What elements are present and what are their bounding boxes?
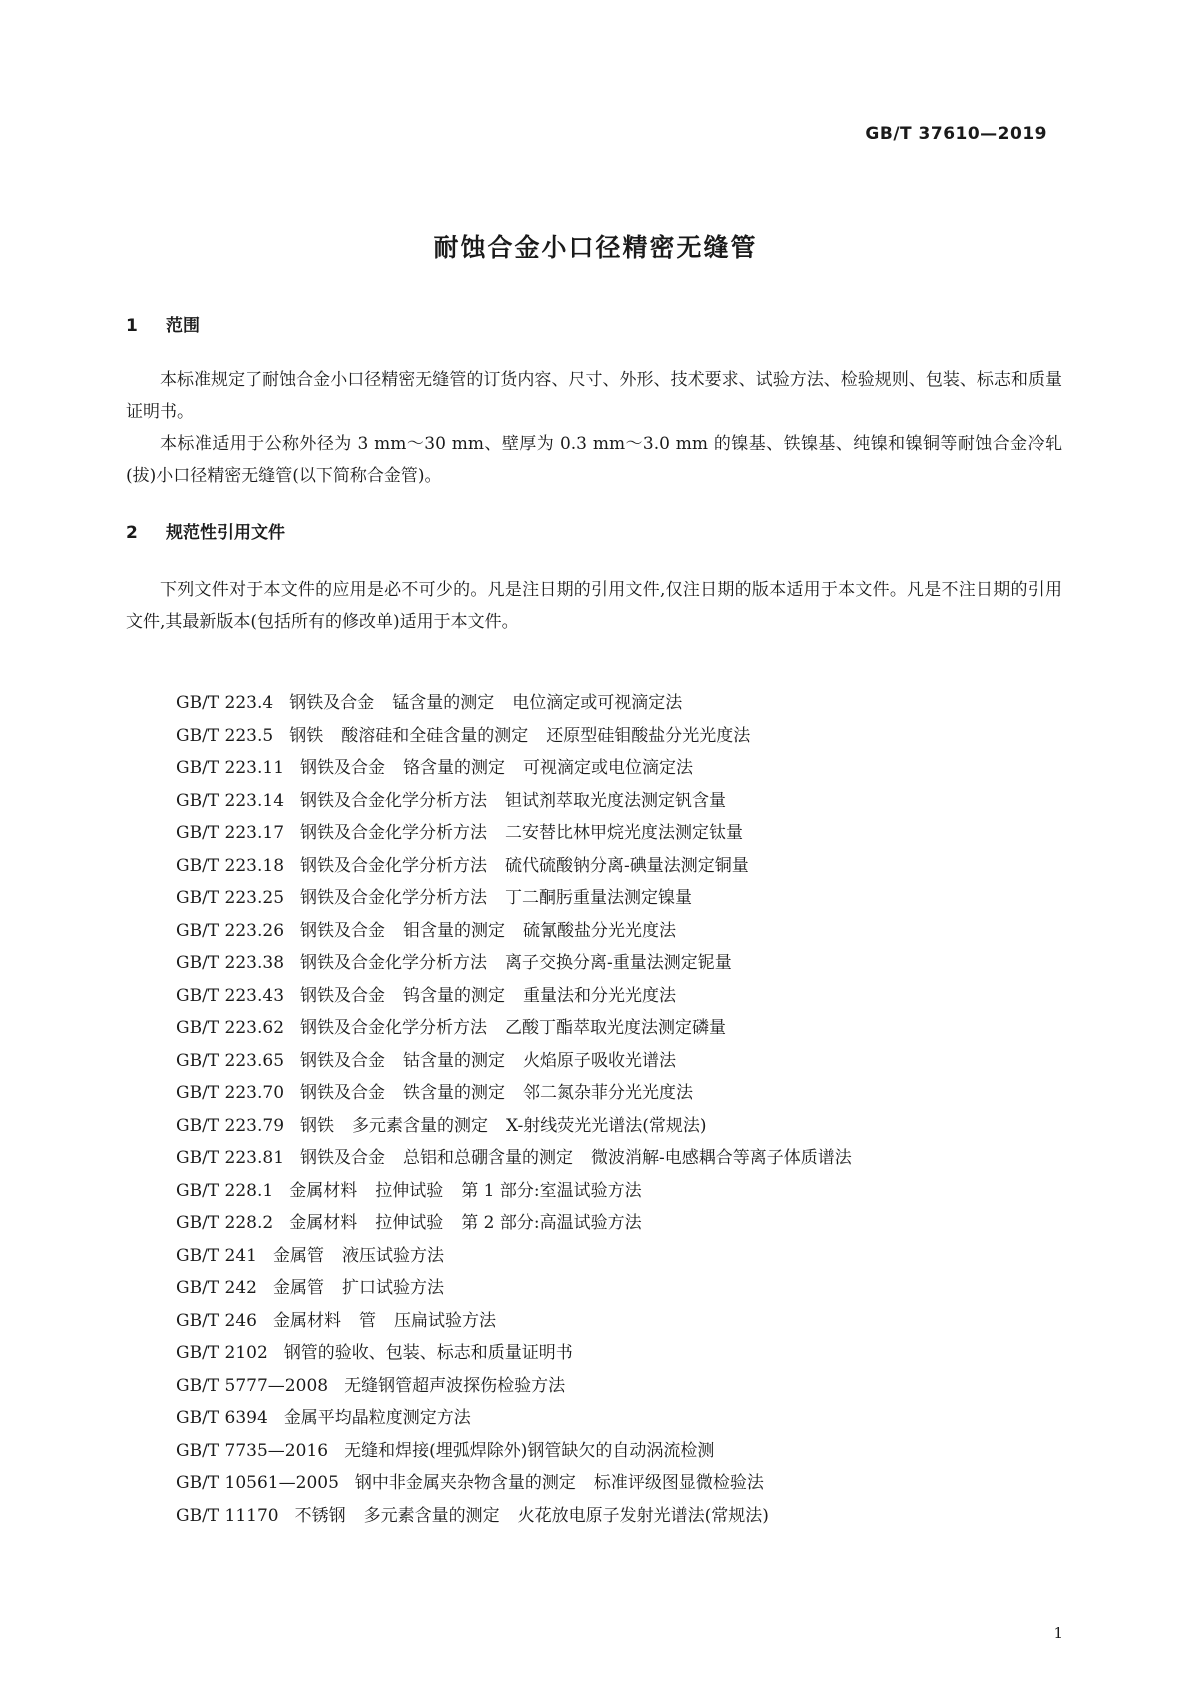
reference-item (176, 1337, 870, 1370)
reference-item (176, 1500, 870, 1533)
reference-item (176, 850, 870, 883)
reference-title-part: 金属管 (273, 1245, 324, 1266)
reference-item (176, 1142, 870, 1175)
reference-list (176, 687, 870, 1532)
reference-code: GB/T 241 (176, 1245, 257, 1266)
references-intro: 下列文件对于本文件的应用是必不可少的。凡是注日期的引用文件,仅注日期的版本适用于本文件。凡是不注日期的引用文件,其最新版本(包括所有的修改单)适用于本文件。 (126, 580, 1062, 632)
reference-title-part: 金属材料 (289, 1180, 358, 1201)
reference-title-part: 总铝和总硼含量的测定 (403, 1148, 574, 1168)
reference-item (176, 947, 870, 980)
reference-item (176, 687, 870, 720)
reference-title-part: 拉伸试验 (375, 1213, 444, 1233)
reference-title-part: 二安替比林甲烷光度法测定钛量 (505, 823, 744, 843)
document-title: 耐蚀合金小口径精密无缝管 (433, 233, 758, 262)
section-2-title: 规范性引用文件 (166, 523, 285, 543)
reference-item (176, 1402, 870, 1435)
reference-code: GB/T 223.81 (176, 1148, 285, 1168)
reference-item (176, 785, 870, 818)
reference-code: GB/T 223.26 (176, 920, 285, 941)
section-1-title: 范围 (166, 316, 200, 336)
reference-title-part: 压扁试验方法 (394, 1310, 496, 1331)
reference-code: GB/T 10561—2005 (176, 1473, 339, 1493)
reference-title-part: 微波消解-电感耦合等离子体质谱法 (591, 1148, 852, 1168)
reference-title-part: 铬含量的测定 (403, 758, 506, 778)
reference-title-part: 火焰原子吸收光谱法 (523, 1050, 677, 1071)
reference-code: GB/T 223.11 (176, 758, 285, 778)
reference-title-part: 丁二酮肟重量法测定镍量 (505, 888, 693, 908)
reference-item (176, 980, 870, 1013)
reference-title-part: 第 2 部分:高温试验方法 (461, 1213, 642, 1233)
reference-title-part: 乙酸丁酯萃取光度法测定磷量 (505, 1018, 727, 1038)
reference-item (176, 1012, 870, 1045)
reference-code: GB/T 228.2 (176, 1213, 274, 1233)
reference-title-part: 钢铁及合金化学分析方法 (300, 855, 488, 876)
reference-code: GB/T 6394 (176, 1408, 268, 1428)
reference-title-part: 钢铁及合金 (300, 1083, 386, 1103)
reference-code: GB/T 242 (176, 1278, 257, 1298)
reference-item (176, 1045, 870, 1078)
section-2-number: 2 (126, 523, 138, 543)
reference-title-part: 火花放电原子发射光谱法(常规法) (517, 1505, 769, 1526)
reference-title-part: 钢铁及合金 (300, 985, 386, 1006)
scope-paragraph-2: 本标准适用于公称外径为 3 mm～30 mm、壁厚为 0.3 mm～3.0 mm 的镍基、铁镍基、纯镍和镍铜等耐蚀合金冷轧(拔)小口径精密无缝管(以下简称合金管)。 (126, 434, 1062, 486)
reference-title-part: 钨含量的测定 (403, 985, 506, 1006)
reference-title-part: 液压试验方法 (342, 1245, 444, 1266)
reference-title-part: 邻二氮杂菲分光光度法 (523, 1083, 694, 1103)
reference-code: GB/T 223.18 (176, 855, 285, 876)
reference-title-part: 锰含量的测定 (392, 693, 495, 713)
reference-title-part: 钢铁及合金化学分析方法 (300, 790, 488, 811)
reference-item (176, 915, 870, 948)
reference-title-part: 金属平均晶粒度测定方法 (283, 1408, 471, 1428)
reference-title-part: 多元素含量的测定 (352, 1115, 489, 1136)
reference-title-part: 酸溶硅和全硅含量的测定 (341, 725, 529, 746)
reference-item (176, 1435, 870, 1468)
reference-code: GB/T 223.25 (176, 888, 285, 908)
reference-title-part: 钢铁 (300, 1115, 335, 1136)
reference-title-part: 钢铁及合金化学分析方法 (300, 953, 488, 973)
reference-title-part: 硫代硫酸钠分离-碘量法测定铜量 (505, 855, 749, 876)
reference-code: GB/T 11170 (176, 1505, 279, 1526)
reference-code: GB/T 5777—2008 (176, 1375, 329, 1396)
reference-title-part: 钴含量的测定 (403, 1050, 506, 1071)
reference-title-part: 钢铁及合金 (289, 693, 375, 713)
reference-item (176, 1207, 870, 1240)
reference-title-part: 钢管的验收、包装、标志和质量证明书 (283, 1343, 573, 1363)
reference-code: GB/T 228.1 (176, 1180, 274, 1201)
reference-title-part: 钢铁 (289, 725, 324, 746)
reference-item (176, 882, 870, 915)
standard-code: GB/T 37610—2019 (865, 124, 1047, 144)
reference-code: GB/T 7735—2016 (176, 1440, 329, 1461)
reference-item (176, 817, 870, 850)
scope-paragraph-1: 本标准规定了耐蚀合金小口径精密无缝管的订货内容、尺寸、外形、技术要求、试验方法、检验规则、包装、标志和质量证明书。 (126, 370, 1062, 422)
reference-code: GB/T 223.14 (176, 790, 285, 811)
reference-title-part: 钢铁及合金 (300, 758, 386, 778)
reference-code: GB/T 223.43 (176, 985, 285, 1006)
reference-title-part: 还原型硅钼酸盐分光光度法 (546, 725, 751, 746)
reference-title-part: 钢铁及合金化学分析方法 (300, 888, 488, 908)
reference-title-part: X-射线荧光光谱法(常规法) (506, 1115, 707, 1136)
reference-code: GB/T 223.79 (176, 1115, 285, 1136)
reference-title-part: 无缝和焊接(埋弧焊除外)钢管缺欠的自动涡流检测 (344, 1440, 715, 1461)
reference-code: GB/T 223.70 (176, 1083, 285, 1103)
reference-title-part: 硫氰酸盐分光光度法 (523, 920, 677, 941)
reference-item (176, 1467, 870, 1500)
reference-item (176, 1110, 870, 1143)
reference-item (176, 1077, 870, 1110)
reference-title-part: 钢铁及合金化学分析方法 (300, 1018, 488, 1038)
reference-code: GB/T 223.65 (176, 1050, 285, 1071)
reference-code: GB/T 223.38 (176, 953, 285, 973)
reference-item (176, 1305, 870, 1338)
reference-title-part: 钢铁及合金 (300, 920, 386, 941)
reference-title-part: 标准评级图显微检验法 (593, 1473, 764, 1493)
reference-title-part: 铁含量的测定 (403, 1083, 506, 1103)
reference-title-part: 钽试剂萃取光度法测定钒含量 (505, 790, 727, 811)
reference-title-part: 钢铁及合金化学分析方法 (300, 823, 488, 843)
reference-title-part: 金属材料 (273, 1310, 341, 1331)
reference-title-part: 电位滴定或可视滴定法 (512, 693, 683, 713)
reference-title-part: 拉伸试验 (375, 1180, 444, 1201)
reference-title-part: 重量法和分光光度法 (523, 985, 677, 1006)
page-number: 1 (1053, 1624, 1063, 1642)
reference-title-part: 可视滴定或电位滴定法 (523, 758, 694, 778)
reference-code: GB/T 246 (176, 1310, 257, 1331)
reference-item (176, 1370, 870, 1403)
reference-code: GB/T 2102 (176, 1343, 268, 1363)
section-1-heading (126, 311, 200, 336)
reference-title-part: 钢中非金属夹杂物含量的测定 (354, 1473, 576, 1493)
reference-title-part: 无缝钢管超声波探伤检验方法 (344, 1375, 566, 1396)
reference-title-part: 多元素含量的测定 (363, 1505, 500, 1526)
reference-title-part: 金属材料 (289, 1213, 358, 1233)
reference-title-part: 不锈钢 (294, 1505, 346, 1526)
reference-title-part: 扩口试验方法 (342, 1278, 444, 1298)
reference-title-part: 管 (359, 1310, 376, 1331)
section-2-heading (126, 518, 285, 543)
section-1-number: 1 (126, 316, 138, 336)
reference-code: GB/T 223.62 (176, 1018, 285, 1038)
reference-code: GB/T 223.17 (176, 823, 285, 843)
reference-title-part: 金属管 (273, 1278, 324, 1298)
reference-title-part: 离子交换分离-重量法测定铌量 (505, 953, 732, 973)
reference-title-part: 第 1 部分:室温试验方法 (461, 1180, 642, 1201)
reference-item (176, 1175, 870, 1208)
reference-item (176, 720, 870, 753)
reference-title-part: 钼含量的测定 (403, 920, 506, 941)
reference-item (176, 1240, 870, 1273)
reference-code: GB/T 223.5 (176, 725, 274, 746)
reference-title-part: 钢铁及合金 (300, 1050, 386, 1071)
reference-code: GB/T 223.4 (176, 693, 274, 713)
reference-item (176, 1272, 870, 1305)
reference-title-part: 钢铁及合金 (300, 1148, 386, 1168)
reference-item (176, 752, 870, 785)
